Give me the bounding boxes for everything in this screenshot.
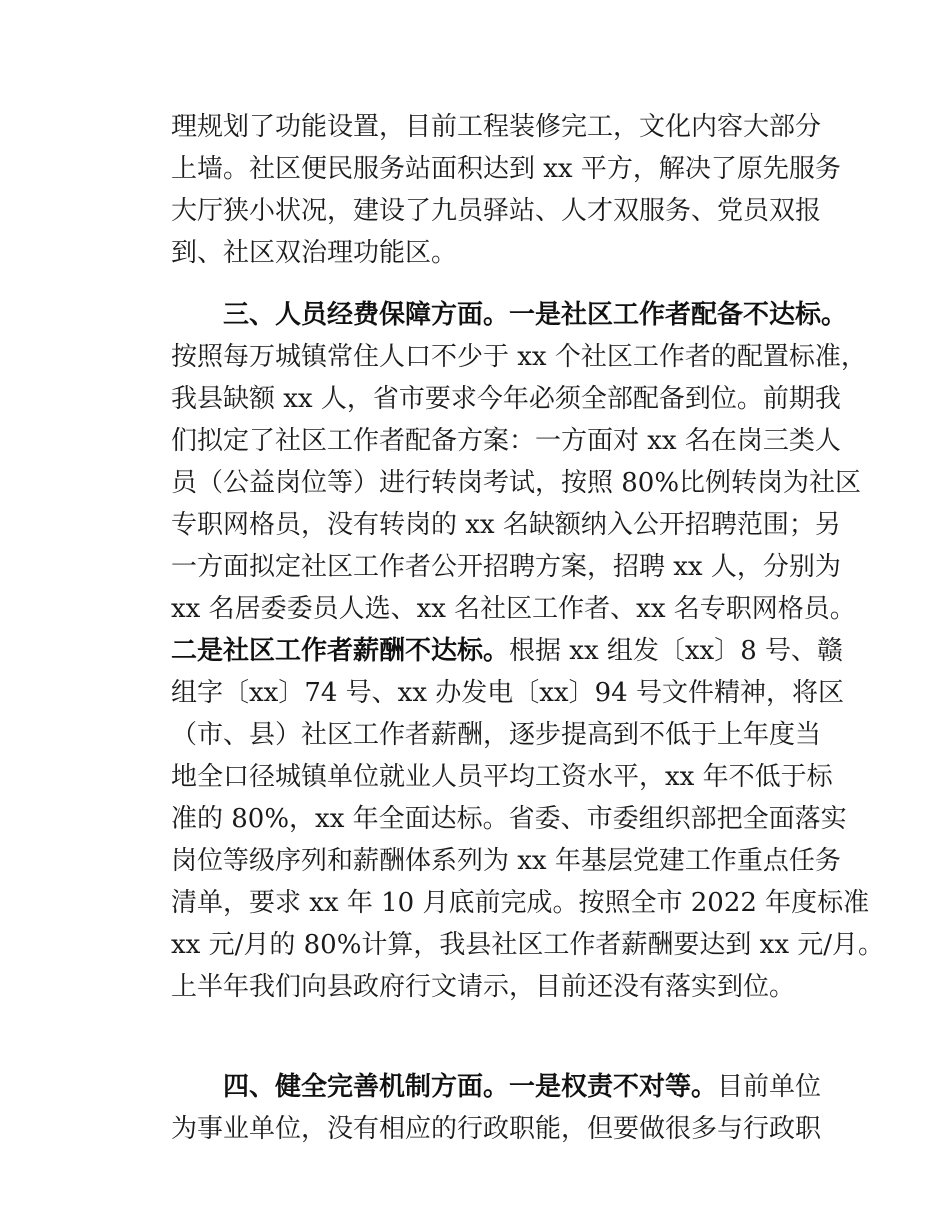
- text-line: [171, 190, 821, 232]
- text-line: [171, 1108, 821, 1150]
- text-line: [223, 1066, 821, 1108]
- body-text: xx 元/月的 80%计算，我县社区工作者薪酬要达到 xx 元/月。: [171, 930, 885, 960]
- text-line: [171, 232, 457, 274]
- text-line: [171, 924, 884, 966]
- body-text: 上半年我们向县政府行文请示，目前还没有落实到位。: [171, 972, 796, 1002]
- body-text: 按照每万城镇常住人口不少于 xx 个社区工作者的配置标准，: [171, 342, 867, 372]
- body-text: 大厅狭小状况，建设了九员驿站、人才双服务、党员双报: [171, 196, 822, 226]
- text-line: [171, 798, 847, 840]
- body-text: 员（公益岗位等）进行转岗考试，按照 80%比例转岗为社区: [171, 468, 862, 498]
- body-text: 理规划了功能设置，目前工程装修完工，文化内容大部分: [171, 112, 822, 142]
- body-text: 我县缺额 xx 人，省市要求今年必须全部配备到位。前期我: [171, 384, 841, 414]
- body-text: 专职网格员，没有转岗的 xx 名缺额纳入公开招聘范围；另: [171, 510, 841, 540]
- text-line: [171, 882, 869, 924]
- body-text: 准的 80%，xx 年全面达标。省委、市委组织部把全面落实: [171, 804, 847, 834]
- body-text: 上墙。社区便民服务站面积达到 xx 平方，解决了原先服务: [171, 154, 841, 184]
- body-text: 组字〔xx〕74 号、xx 办发电〔xx〕94 号文件精神，将区: [171, 678, 844, 708]
- body-text: xx 名居委委员人选、xx 名社区工作者、xx 名专职网格员。: [171, 594, 856, 624]
- body-text: 一方面拟定社区工作者公开招聘方案，招聘 xx 人，分别为: [171, 552, 841, 582]
- body-text: 为事业单位，没有相应的行政职能，但要做很多与行政职: [171, 1114, 822, 1144]
- text-line: [171, 840, 841, 882]
- text-line: [171, 336, 867, 378]
- text-line: [171, 714, 821, 756]
- text-line: [171, 672, 844, 714]
- text-line: [171, 630, 843, 672]
- bold-heading-text: 四、健全完善机制方面。一是权责不对等。: [223, 1072, 718, 1102]
- text-line: [171, 420, 841, 462]
- body-text: 清单，要求 xx 年 10 月底前完成。按照全市 2022 年度标准: [171, 888, 870, 918]
- body-text: 根据 xx 组发〔xx〕8 号、赣: [509, 636, 844, 666]
- text-line: [171, 504, 841, 546]
- text-line: [171, 462, 861, 504]
- body-text: 们拟定了社区工作者配备方案：一方面对 xx 名在岗三类人: [171, 426, 841, 456]
- text-line: [171, 588, 856, 630]
- body-text: （市、县）社区工作者薪酬，逐步提高到不低于上年度当: [171, 720, 822, 750]
- body-text: 地全口径城镇单位就业人员平均工资水平，xx 年不低于标: [171, 762, 833, 792]
- body-text: 目前单位: [717, 1072, 822, 1102]
- text-line: [171, 966, 795, 1008]
- text-line: [171, 756, 833, 798]
- body-text: 岗位等级序列和薪酬体系列为 xx 年基层党建工作重点任务: [171, 846, 841, 876]
- text-line: [171, 106, 821, 148]
- body-text: 到、社区双治理功能区。: [171, 238, 458, 268]
- bold-heading-text: 二是社区工作者薪酬不达标。: [171, 636, 510, 666]
- bold-heading-text: 三、人员经费保障方面。一是社区工作者配备不达标。: [223, 300, 848, 330]
- text-line: [171, 148, 841, 190]
- text-line: [223, 294, 847, 336]
- text-line: [171, 546, 841, 588]
- text-line: [171, 378, 841, 420]
